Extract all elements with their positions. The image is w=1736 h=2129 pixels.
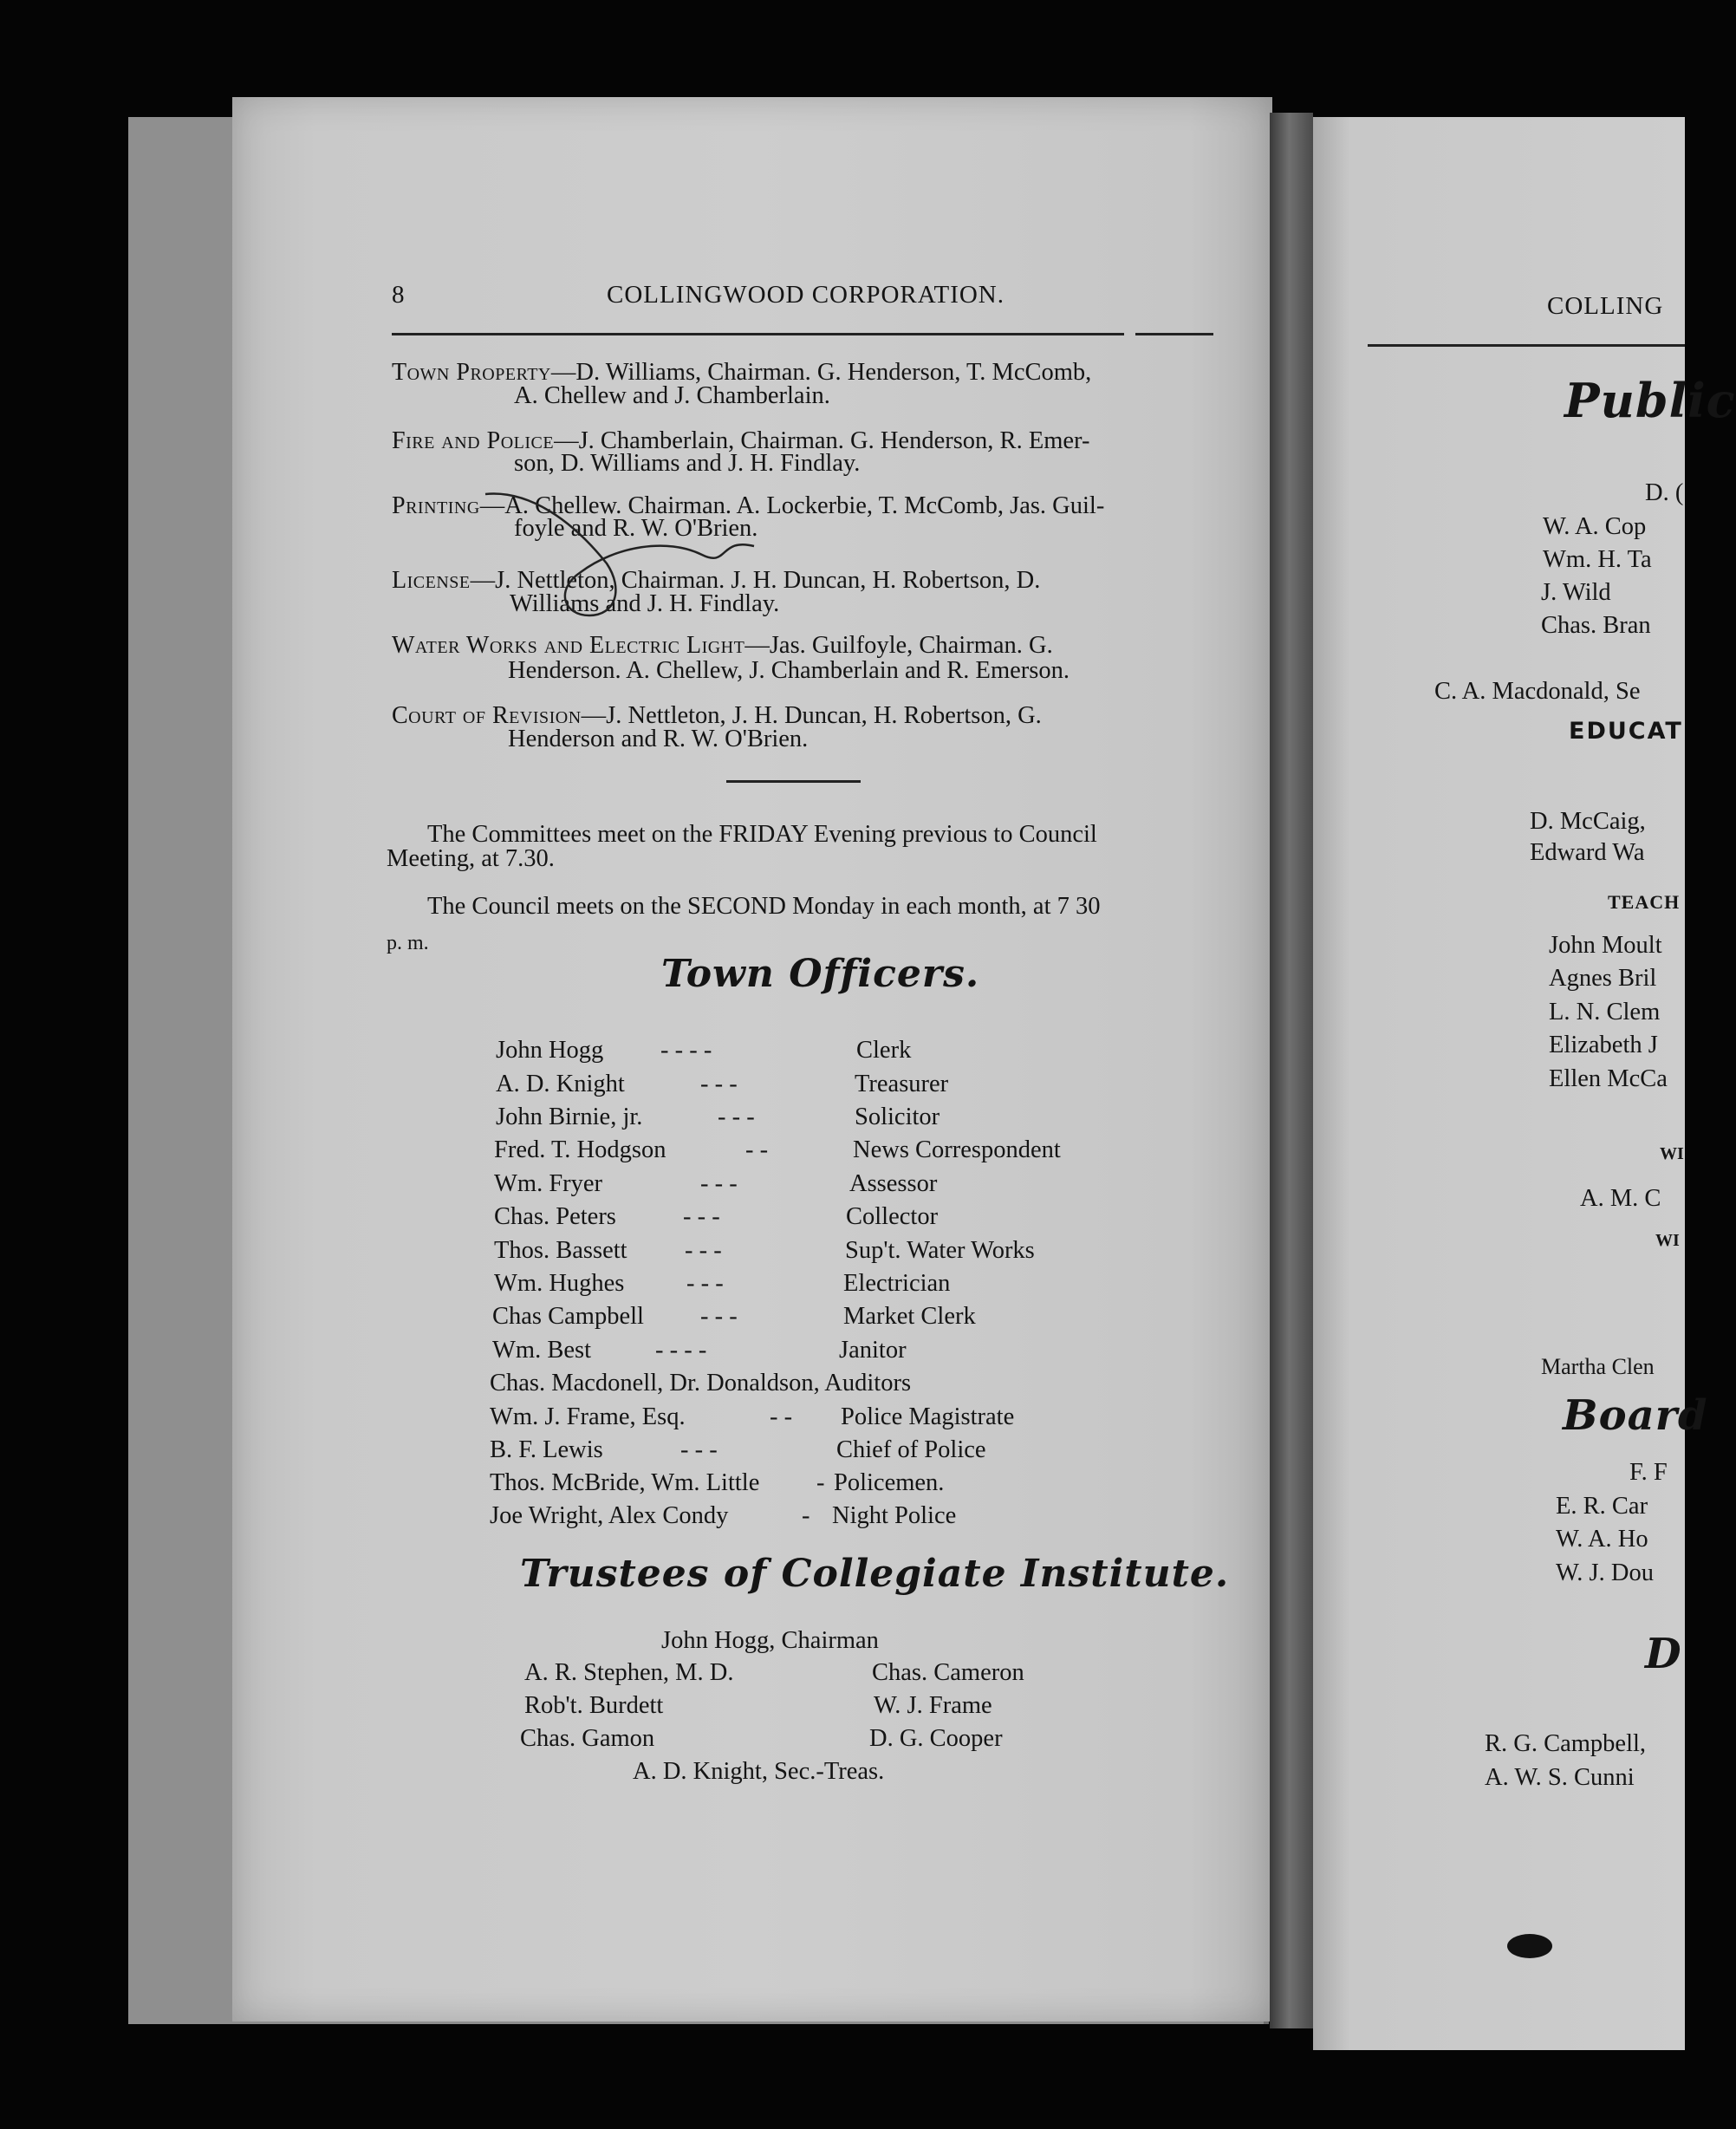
officer-role: Policemen. xyxy=(834,1469,945,1496)
officer-leader: - xyxy=(816,1469,825,1496)
officer-name: Wm. Fryer xyxy=(494,1170,603,1197)
page-number: 8 xyxy=(392,281,406,309)
committee-members: —Jas. Guilfoyle, Chairman. G. xyxy=(744,632,1053,659)
right-small-heading: WI xyxy=(1655,1231,1680,1250)
officer-name: Thos. Bassett xyxy=(494,1237,627,1264)
committee-name: Town Property xyxy=(392,359,551,386)
committee-name: Court of Revision xyxy=(392,702,582,729)
board-line: W. A. Ho xyxy=(1556,1526,1648,1553)
officer-name: Chas. Peters xyxy=(494,1203,616,1230)
committee-members-cont: Henderson. A. Chellew, J. Chamberlain and R. Emerson. xyxy=(508,657,1070,684)
book-spine xyxy=(1270,113,1313,2028)
committee-entry xyxy=(392,702,1042,729)
committee-name: Printing xyxy=(392,492,480,519)
officer-leader: - - - xyxy=(718,1104,755,1130)
officer-role: Solicitor xyxy=(855,1104,940,1130)
teacher-name: Ellen McCa xyxy=(1549,1065,1668,1092)
right-text-line: R. G. Campbell, xyxy=(1485,1730,1647,1757)
trustees-chairman: John Hogg, Chairman xyxy=(661,1627,879,1654)
officer-name: John Birnie, jr. xyxy=(496,1104,643,1130)
officer-role: Collector xyxy=(846,1203,939,1230)
trustee-name: Chas. Cameron xyxy=(872,1659,1024,1686)
teacher-name: L. N. Clem xyxy=(1549,999,1661,1025)
board-line: W. J. Dou xyxy=(1556,1559,1654,1586)
committee-entry xyxy=(392,361,1091,384)
officer-leader: - - - xyxy=(685,1237,722,1264)
officer-name: Chas. Macdonell, Dr. Donaldson, Auditors xyxy=(490,1370,912,1397)
officer-name: Wm. Hughes xyxy=(494,1270,625,1297)
committee-members-cont: son, D. Williams and J. H. Findlay. xyxy=(514,450,861,477)
education-heading: EDUCAT xyxy=(1569,718,1683,745)
officer-role: Electrician xyxy=(843,1270,951,1297)
teachers-heading: TEACH xyxy=(1608,891,1681,913)
right-text-line: J. Wild xyxy=(1541,579,1611,606)
officer-leader: - - xyxy=(770,1403,793,1430)
officer-name: Chas Campbell xyxy=(492,1303,644,1330)
trustee-name: Chas. Gamon xyxy=(520,1725,655,1752)
right-text-line: Martha Clen xyxy=(1541,1354,1655,1379)
officer-leader: - - xyxy=(745,1136,769,1163)
committee-members-cont: Williams and J. H. Findlay. xyxy=(510,590,780,617)
committee-members: —J. Nettleton, J. H. Duncan, H. Robertson, G. xyxy=(581,702,1042,729)
officer-role: Assessor xyxy=(849,1170,938,1197)
trustees-secretary: A. D. Knight, Sec.-Treas. xyxy=(633,1758,885,1785)
committee-name: Fire and Police xyxy=(392,427,555,454)
committees-meeting-note-cont: Meeting, at 7.30. xyxy=(387,845,555,872)
right-small-heading: WI xyxy=(1660,1144,1684,1163)
trustee-name: W. J. Frame xyxy=(874,1692,992,1719)
right-text-line: A. W. S. Cunni xyxy=(1485,1764,1635,1791)
right-text-line: Edward Wa xyxy=(1530,839,1645,866)
officer-leader: - - - - xyxy=(655,1337,707,1364)
officer-name: Thos. McBride, Wm. Little xyxy=(490,1469,760,1496)
council-meeting-note: The Council meets on the SECOND Monday in each month, at 7 30 xyxy=(427,893,1101,920)
officer-name: Joe Wright, Alex Condy xyxy=(490,1502,729,1529)
officer-role: Chief of Police xyxy=(836,1436,986,1463)
right-running-header: COLLING xyxy=(1547,292,1664,320)
right-text-line: W. A. Cop xyxy=(1543,513,1647,540)
teacher-name: Elizabeth J xyxy=(1549,1032,1658,1058)
trustees-heading: Trustees of Collegiate Institute. xyxy=(520,1552,1230,1596)
officer-name: Wm. J. Frame, Esq. xyxy=(490,1403,686,1430)
officer-role: Janitor xyxy=(839,1337,907,1364)
board-line: F. F xyxy=(1629,1459,1668,1486)
ink-blot xyxy=(1504,1929,1556,1963)
committee-members-cont: foyle and R. W. O'Brien. xyxy=(514,515,758,542)
committee-members-cont: A. Chellew and J. Chamberlain. xyxy=(514,382,830,409)
public-heading: Public xyxy=(1564,373,1736,428)
officer-role: Treasurer xyxy=(855,1071,949,1097)
committee-members: —D. Williams, Chairman. G. Henderson, T. McComb, xyxy=(550,359,1092,386)
committee-name: Water Works and Electric Light xyxy=(392,632,745,659)
officer-role: Night Police xyxy=(832,1502,957,1529)
right-text-line: A. M. C xyxy=(1580,1185,1661,1212)
officer-name: John Hogg xyxy=(496,1037,604,1064)
running-header: COLLINGWOOD CORPORATION. xyxy=(607,281,1005,309)
officer-role: Clerk xyxy=(856,1037,912,1064)
officer-leader: - - - xyxy=(700,1303,738,1330)
officer-role: Market Clerk xyxy=(843,1303,976,1330)
trustee-name: Rob't. Burdett xyxy=(524,1692,664,1719)
right-header-rule xyxy=(1368,344,1685,347)
officer-leader: - - - xyxy=(700,1071,738,1097)
officer-name: Fred. T. Hodgson xyxy=(494,1136,666,1163)
officer-leader: - - - xyxy=(700,1170,738,1197)
officer-leader: - xyxy=(802,1502,810,1529)
right-bottom-heading: D xyxy=(1645,1630,1682,1678)
council-meeting-note-cont: p. m. xyxy=(387,932,429,954)
pen-scribble-mark xyxy=(477,485,806,641)
committee-members-cont: Henderson and R. W. O'Brien. xyxy=(508,726,809,752)
committees-meeting-note: The Committees meet on the FRIDAY Evening previous to Council xyxy=(427,821,1097,848)
teacher-name: John Moult xyxy=(1549,932,1662,959)
trustee-name: A. R. Stephen, M. D. xyxy=(524,1659,734,1686)
committee-members: —A. Chellew. Chairman. A. Lockerbie, T. McComb, Jas. Guil- xyxy=(479,492,1105,519)
trustee-name: D. G. Cooper xyxy=(869,1725,1003,1752)
town-officers-heading: Town Officers. xyxy=(661,952,980,996)
section-divider xyxy=(726,780,861,783)
officer-name: A. D. Knight xyxy=(496,1071,625,1097)
committee-members: —J. Chamberlain, Chairman. G. Henderson, R. Emer- xyxy=(554,427,1090,454)
right-text-line: D. McCaig, xyxy=(1530,808,1646,835)
officer-name: Wm. Best xyxy=(492,1337,591,1364)
officer-role: Sup't. Water Works xyxy=(845,1237,1035,1264)
officer-leader: - - - - xyxy=(660,1037,712,1064)
right-text-line: Wm. H. Ta xyxy=(1543,546,1652,573)
teacher-name: Agnes Bril xyxy=(1549,965,1657,992)
board-line: E. R. Car xyxy=(1556,1493,1648,1520)
officer-name: B. F. Lewis xyxy=(490,1436,603,1463)
officer-leader: - - - xyxy=(683,1203,720,1230)
officer-leader: - - - xyxy=(686,1270,724,1297)
committee-name: License xyxy=(392,567,471,594)
header-rule-end xyxy=(1135,333,1213,335)
right-text-line: D. ( xyxy=(1645,479,1684,506)
officer-leader: - - - xyxy=(680,1436,718,1463)
board-heading: Board xyxy=(1563,1391,1708,1440)
officer-role: Police Magistrate xyxy=(841,1403,1015,1430)
header-rule xyxy=(392,333,1124,335)
right-text-line: Chas. Bran xyxy=(1541,612,1651,639)
committee-members: —J. Nettleton, Chairman. J. H. Duncan, H. Robertson, D. xyxy=(470,567,1041,594)
officer-role: News Correspondent xyxy=(853,1136,1061,1163)
right-text-line: C. A. Macdonald, Se xyxy=(1434,678,1641,705)
